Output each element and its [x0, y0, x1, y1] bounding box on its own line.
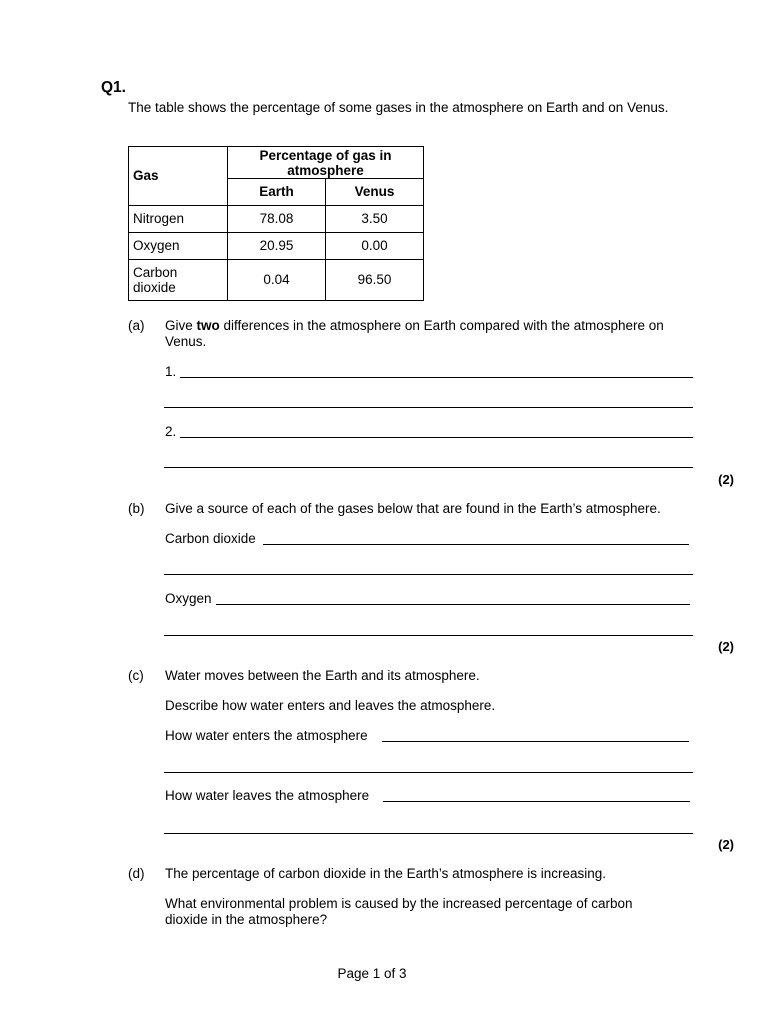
question-intro: The table shows the percentage of some gases in the atmosphere on Earth and on Venus.	[128, 100, 669, 115]
answer-line[interactable]	[164, 635, 693, 636]
part-c-text-1: Water moves between the Earth and its atmosphere.	[165, 668, 480, 683]
cell-gas: Oxygen	[129, 233, 228, 260]
part-d-label: (d)	[128, 866, 145, 881]
part-d-text-2: What environmental problem is caused by the increased percentage of carbon dioxide in the atmosphere?	[165, 896, 633, 927]
part-b-label: (b)	[128, 501, 145, 516]
part-b-marks: (2)	[718, 639, 734, 654]
answer-line[interactable]	[164, 407, 693, 408]
table-row	[129, 260, 424, 301]
answer-line[interactable]	[164, 574, 693, 575]
table-row	[129, 206, 424, 233]
answer-line[interactable]	[263, 544, 689, 545]
header-earth: Earth	[228, 179, 326, 206]
answer-line[interactable]	[180, 437, 693, 438]
part-a-label: (a)	[128, 318, 145, 333]
cell-earth: 0.04	[228, 260, 326, 301]
cell-venus: 0.00	[326, 233, 424, 260]
part-d-text-1: The percentage of carbon dioxide in the Earth’s atmosphere is increasing.	[165, 866, 607, 881]
carbon-dioxide-prompt: Carbon dioxide	[165, 531, 256, 546]
header-gas: Gas	[129, 147, 228, 206]
answer-line[interactable]	[164, 772, 693, 773]
header-venus: Venus	[326, 179, 424, 206]
cell-venus: 3.50	[326, 206, 424, 233]
part-c-label: (c)	[128, 668, 144, 683]
part-c-marks: (2)	[718, 837, 734, 852]
cell-gas: Carbon dioxide	[129, 260, 228, 301]
part-a-text	[165, 318, 695, 350]
cell-venus: 96.50	[326, 260, 424, 301]
question-number: Q1.	[101, 79, 126, 96]
part-a-text-bold: two	[196, 318, 220, 333]
answer-line[interactable]	[180, 377, 693, 378]
cell-earth: 78.08	[228, 206, 326, 233]
header-percentage: Percentage of gas in atmosphere	[228, 147, 424, 179]
answer-item-2-label: 2.	[165, 424, 177, 439]
answer-line[interactable]	[216, 604, 690, 605]
answer-line[interactable]	[164, 833, 693, 834]
table-row	[129, 233, 424, 260]
water-enters-prompt: How water enters the atmosphere	[165, 728, 368, 743]
page-number: Page 1 of 3	[337, 966, 407, 981]
part-c-text-2: Describe how water enters and leaves the atmosphere.	[165, 698, 496, 713]
part-a-marks: (2)	[718, 472, 734, 487]
answer-line[interactable]	[382, 741, 689, 742]
cell-earth: 20.95	[228, 233, 326, 260]
water-leaves-prompt: How water leaves the atmosphere	[165, 788, 370, 803]
gas-table	[128, 146, 424, 301]
cell-gas: Nitrogen	[129, 206, 228, 233]
answer-line[interactable]	[164, 467, 693, 468]
oxygen-prompt: Oxygen	[165, 591, 212, 606]
answer-line[interactable]	[383, 801, 690, 802]
part-b-text: Give a source of each of the gases below that are found in the Earth’s atmosphere.	[165, 501, 661, 516]
part-a-text-post: differences in the atmosphere on Earth compared with the atmosphere on Venus.	[165, 318, 664, 349]
answer-item-1-label: 1.	[165, 364, 177, 379]
part-a-text-pre: Give	[165, 318, 197, 333]
table-header-row	[129, 147, 424, 179]
